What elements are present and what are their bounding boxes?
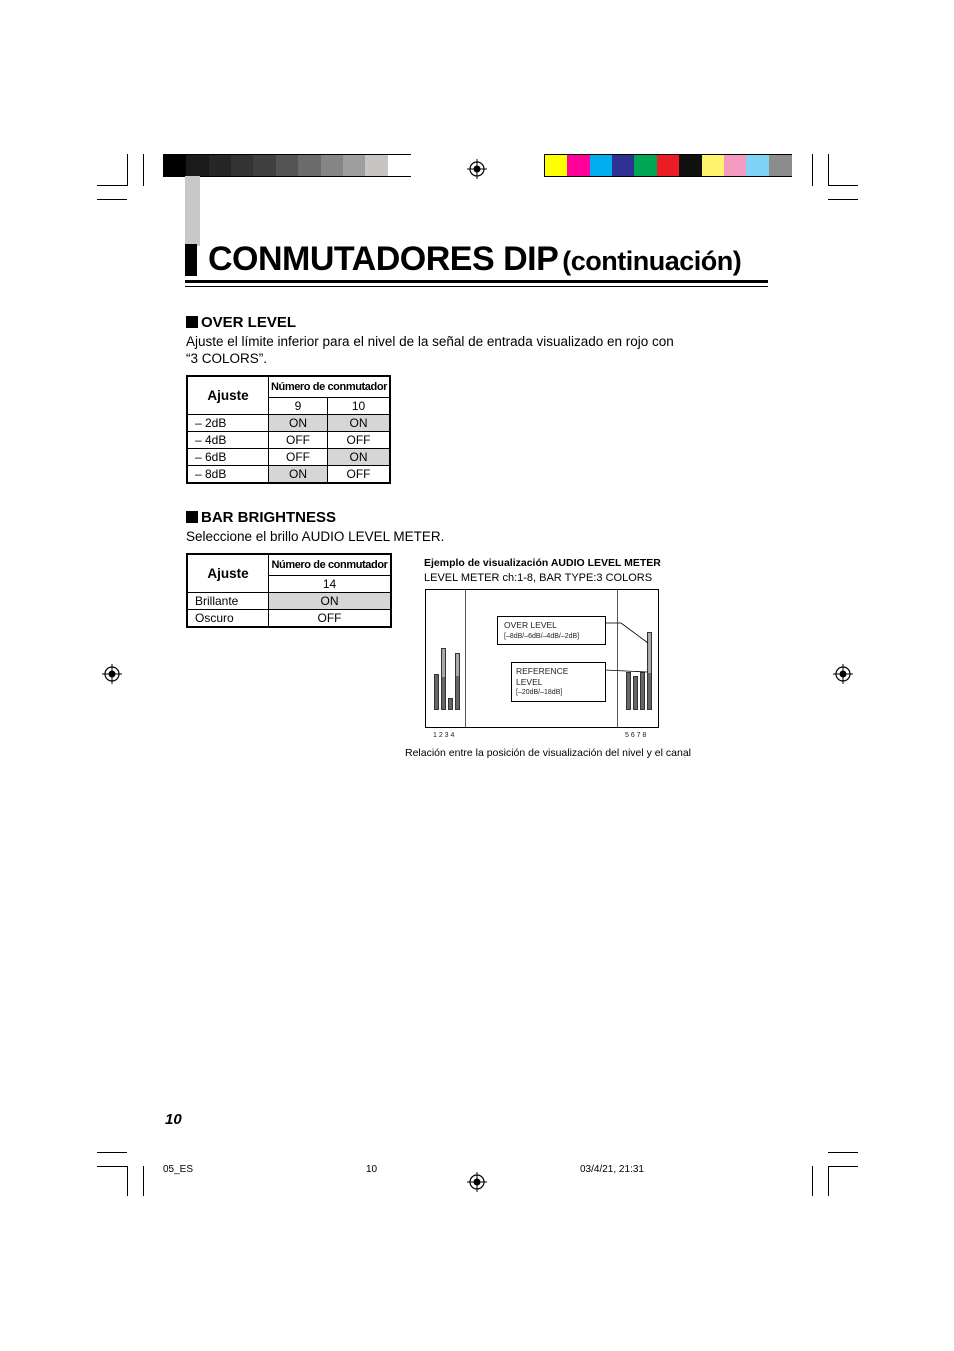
leader-lines (426, 590, 658, 727)
color-swatch (657, 155, 680, 176)
color-swatch (545, 155, 568, 176)
gray-color-bar (163, 154, 411, 177)
section-tab (185, 176, 200, 246)
crop-mark (828, 1152, 858, 1153)
crop-mark (812, 1166, 813, 1196)
title-rule (185, 280, 768, 283)
color-swatch (769, 155, 792, 176)
example-caption: Relación entre la posición de visualización del nivel y el canal (405, 747, 691, 759)
example-subtitle: LEVEL METER ch:1-8, BAR TYPE:3 COLORS (424, 572, 653, 584)
footer-timestamp: 03/4/21, 21:31 (580, 1164, 644, 1175)
crop-mark (97, 199, 127, 200)
crop-mark (143, 154, 144, 186)
switch-number: 9 (269, 398, 328, 415)
reference-level-label: LEVEL (516, 677, 543, 687)
color-swatch (590, 155, 613, 176)
over-level-callout (497, 616, 606, 645)
table-row: – 6dB OFF ON (187, 449, 390, 466)
page-title-sub: (continuación) (562, 246, 742, 276)
column-header-setting: Ajuste (187, 376, 269, 415)
registration-mark-icon (467, 159, 487, 179)
over-level-label: OVER LEVEL (504, 620, 557, 630)
crop-mark (812, 154, 813, 186)
footer-file: 05_ES (163, 1164, 194, 1175)
color-swatch (253, 155, 276, 176)
registration-mark-icon (833, 664, 853, 684)
color-swatch (567, 155, 590, 176)
color-swatch (321, 155, 344, 176)
table-row: – 2dB ON ON (187, 415, 390, 432)
over-level-description: Ajuste el límite inferior para el nivel de la señal de entrada visualizado en rojo con “3 COLORS”. (186, 334, 674, 366)
over-level-heading: OVER LEVEL (186, 314, 296, 331)
square-bullet-icon (186, 316, 198, 328)
crop-mark (127, 1166, 128, 1196)
color-swatch (298, 155, 321, 176)
crop-mark (97, 1152, 127, 1153)
crop-mark (97, 1166, 127, 1167)
color-swatch (365, 155, 388, 176)
table-row: Oscuro OFF (187, 610, 391, 628)
page-title-main: CONMUTADORES DIP (208, 240, 559, 278)
table-row: – 8dB ON OFF (187, 466, 390, 484)
title-marker (185, 244, 197, 276)
over-level-range: [–8dB/–6dB/–4dB/–2dB] (504, 633, 580, 640)
bar-brightness-table (186, 553, 392, 628)
column-header-switch: Número de conmutador (269, 554, 392, 576)
reference-level-callout (511, 662, 606, 702)
crop-mark (143, 1166, 144, 1196)
channel-labels-right: 5 6 7 8 (625, 732, 647, 739)
color-swatch (231, 155, 254, 176)
page-number: 10 (165, 1111, 182, 1128)
crop-mark (828, 154, 829, 186)
registration-mark-icon (102, 664, 122, 684)
crop-mark (828, 1166, 829, 1196)
color-swatch (186, 155, 209, 176)
color-swatch (702, 155, 725, 176)
example-title: Ejemplo de visualización AUDIO LEVEL METER (424, 557, 661, 569)
level-meter-screen (425, 589, 659, 728)
crop-mark (828, 199, 858, 200)
over-level-table (186, 375, 391, 484)
square-bullet-icon (186, 511, 198, 523)
page-title (208, 240, 741, 279)
registration-mark-icon (467, 1172, 487, 1192)
bar-brightness-description: Seleccione el brillo AUDIO LEVEL METER. (186, 529, 445, 544)
color-swatch (164, 155, 187, 176)
color-swatch (209, 155, 232, 176)
color-swatch (388, 155, 411, 176)
footer-page: 10 (366, 1164, 378, 1175)
crop-mark (97, 185, 127, 186)
crop-mark (127, 154, 128, 186)
switch-number: 14 (269, 576, 392, 593)
channel-labels-left: 1 2 3 4 (433, 732, 455, 739)
table-row: – 4dB OFF OFF (187, 432, 390, 449)
column-header-switch: Número de conmutador (269, 376, 391, 398)
color-swatch (634, 155, 657, 176)
reference-level-label: REFERENCE (516, 666, 569, 676)
switch-number: 10 (328, 398, 391, 415)
bar-brightness-heading: BAR BRIGHTNESS (186, 509, 336, 526)
reference-level-range: [–20dB/–18dB] (516, 689, 563, 696)
color-swatch (276, 155, 299, 176)
color-swatch (724, 155, 747, 176)
color-swatch (679, 155, 702, 176)
crop-mark (828, 1166, 858, 1167)
color-swatch (746, 155, 769, 176)
color-swatch (343, 155, 366, 176)
column-header-setting: Ajuste (187, 554, 269, 593)
crop-mark (828, 185, 858, 186)
color-bar (544, 154, 792, 177)
title-rule-thin (185, 286, 768, 287)
table-row: Brillante ON (187, 593, 391, 610)
color-swatch (612, 155, 635, 176)
